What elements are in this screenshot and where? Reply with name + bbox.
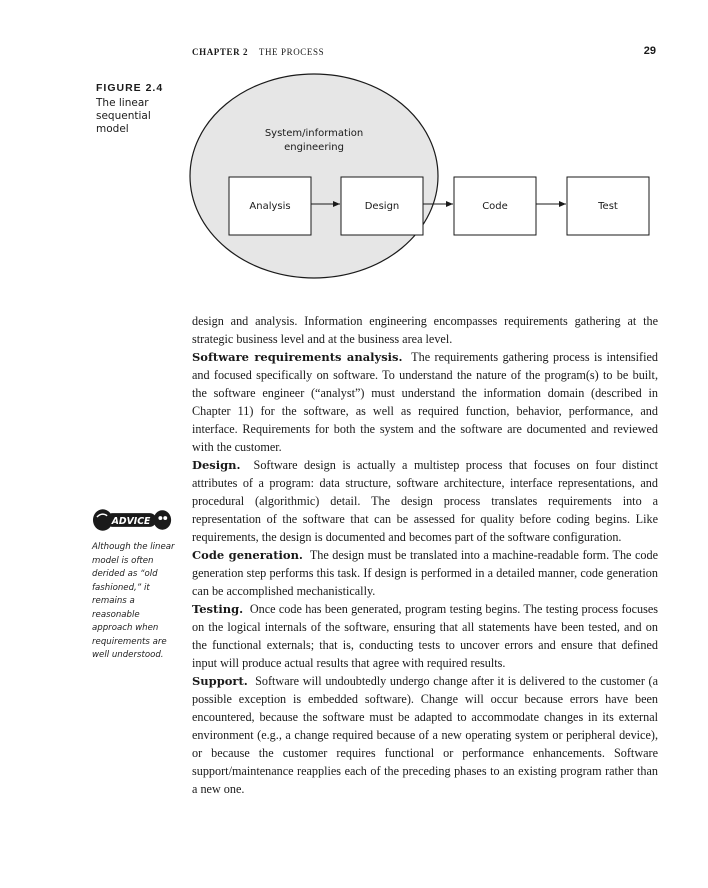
section-requirements	[192, 348, 658, 456]
section-heading: Support.	[192, 674, 248, 688]
test-label: Test	[598, 201, 618, 212]
intro-paragraph: design and analysis. Information engineering encompasses requirements gathering at the strategic business level and at the business area level.	[192, 314, 658, 346]
running-header	[192, 47, 324, 57]
advice-label: ADVICE	[111, 515, 151, 527]
section-heading: Code generation.	[192, 548, 303, 562]
section-heading: Software requirements analysis.	[192, 350, 403, 364]
ellipse-label-line1: System/information	[264, 128, 364, 139]
section-text: The design must be translated into a machine-readable form. The code generation step performs this task. If design is performed in a detailed manner, code generation can be accomplished mechanistically.	[192, 548, 658, 598]
figure-label: FIGURE 2.4	[96, 82, 164, 94]
section-text: Software will undoubtedly undergo change after it is delivered to the customer (a possible exception is embedded software). Change will occur because errors have been encountered, because the software must be adapted to accommodate changes in its external environment (e.g., a change required because of a new operating system or peripheral device), or because the customer requires functional or performance enhancements. Software support/maintenance reapplies each of the preceding phases to an existing program rather than a new one.	[192, 674, 659, 796]
system-engineering-ellipse	[190, 74, 438, 278]
section-code-generation	[192, 546, 658, 600]
section-support	[192, 672, 658, 798]
advice-badge-icon	[92, 507, 176, 533]
analysis-label: Analysis	[249, 201, 291, 212]
section-text: The requirements gathering process is intensified and focused specifically on software. To understand the nature of the program(s) to be built, the software engineer (“analyst”) must understand the information domain (described in Chapter 11) for the software, as well as required function, behavior, performance, and interface. Requirements for both the system and the software are documented and reviewed with the customer.	[192, 350, 658, 454]
section-design	[192, 456, 658, 546]
advice-margin-note	[92, 507, 176, 663]
page-number: 29	[643, 45, 656, 57]
section-heading: Testing.	[192, 602, 244, 616]
figure-caption: The linear sequential model	[96, 97, 151, 135]
section-text: Once code has been generated, program testing begins. The testing process focuses on the logical internals of the software, ensuring that all statements have been tested, and on the functional externals; that is, conducting tests to uncover errors and ensure that defined input will produce actual results that agree with required results.	[192, 602, 658, 670]
design-label: Design	[364, 201, 400, 212]
section-text: Software design is actually a multistep process that focuses on four distinct attributes of a program: data structure, software architecture, interface representations, and procedural (algorithmic) detail. The design process translates requirements into a representation of the software that can be assessed for quality before coding begins. Like requirements, the design is documented and becomes part of the software configuration.	[192, 458, 659, 544]
advice-text: Although the linear model is often derided as “old fashioned,” it remains a reasonable approach when requirements are well understood.	[92, 542, 175, 660]
chapter-label: CHAPTER 2	[192, 47, 249, 57]
section-heading: Design.	[192, 458, 241, 472]
chapter-title: THE PROCESS	[258, 47, 325, 57]
body-text	[192, 312, 658, 798]
linear-sequential-diagram	[188, 72, 658, 292]
section-testing	[192, 600, 658, 672]
ellipse-label-line2: engineering	[284, 142, 344, 153]
code-label: Code	[482, 201, 508, 212]
advice-badge	[92, 507, 176, 533]
